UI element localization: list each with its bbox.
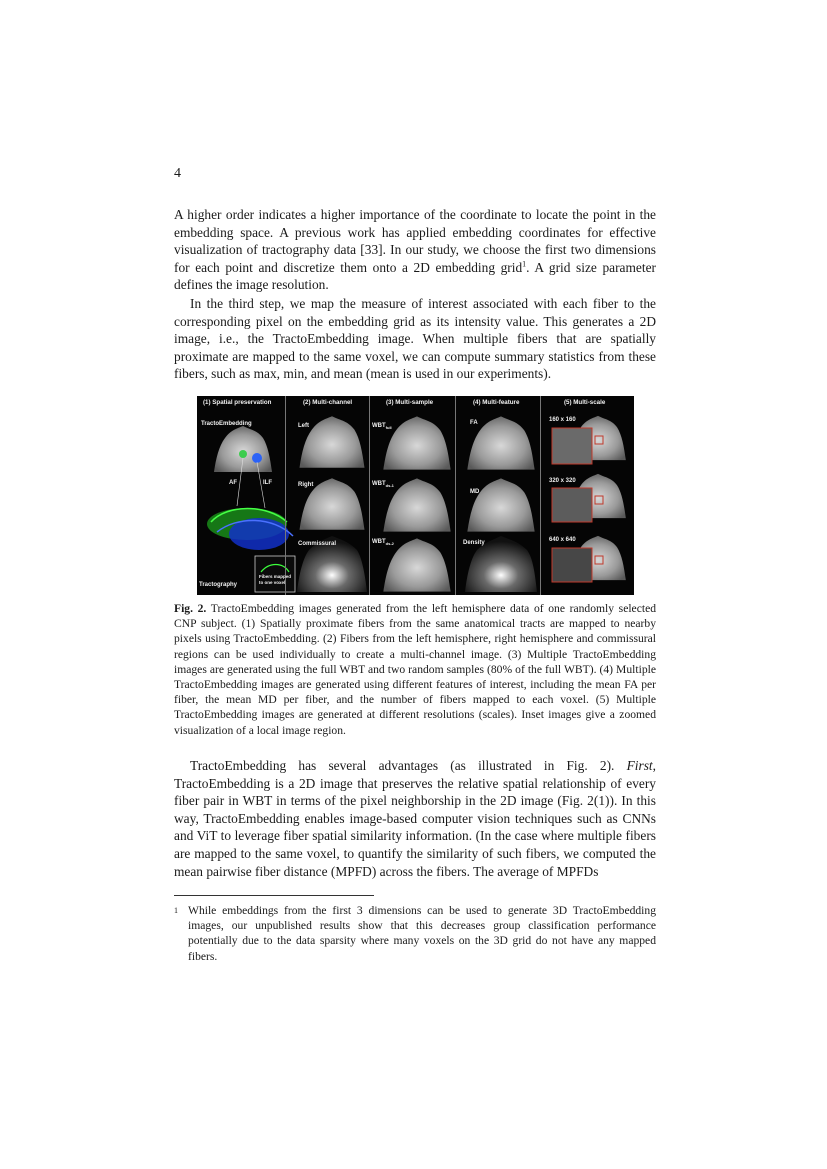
wbt-ds1-sub: ds-1 bbox=[385, 483, 394, 489]
paragraph-3-rest: , TractoEmbedding is a 2D image that preserves the relative spatial relationship of every fiber pair in WBT in terms of the pixel neighborship in the 2D image (Fig. 2(1)). In this way, TractoEmbedding enables image-based computer vision techniques such as CNNs and ViT to leverage fiber spatial similarity information. (In the case where multiple fibers are mapped to the same voxel, to quantify the similarity of such fibers, we computed the mean pairwise fiber distance (MPFD) across the fibers. The average of MPFDs bbox=[174, 758, 656, 879]
footnote bbox=[174, 903, 656, 964]
label-wbt-full bbox=[372, 423, 392, 430]
caption-label: Fig. 2. bbox=[174, 602, 207, 615]
wbt-full-sub: full bbox=[385, 425, 392, 431]
inset-320 bbox=[552, 488, 592, 522]
label-scale-640: 640 x 640 bbox=[549, 537, 576, 543]
label-scale-160: 160 x 160 bbox=[549, 417, 576, 423]
wbt-ds2-base: WBT bbox=[372, 539, 386, 545]
figure-caption bbox=[174, 601, 656, 738]
paragraph-2: In the third step, we map the measure of interest associated with each fiber to the corresponding pixel on the embedding grid as its intensity value. This generates a 2D image, i.e., the TractoEmbedding image. When multiple fibers that are spatially proximate are mapped to the same voxel, we can compute summary statistics from these fibers, such as max, min, and mean (mean is used in our experiments). bbox=[174, 296, 656, 382]
column-divider-1 bbox=[285, 396, 286, 595]
column-divider-2 bbox=[369, 396, 370, 595]
column-divider-4 bbox=[540, 396, 541, 595]
wbt-ds1-base: WBT bbox=[372, 481, 386, 487]
inset-160 bbox=[552, 428, 592, 464]
footnote-ref: 1 bbox=[522, 259, 527, 269]
page-number: 4 bbox=[174, 166, 181, 181]
label-commissural: Commissural bbox=[298, 541, 337, 547]
paragraph-1 bbox=[174, 206, 656, 294]
label-tractography: Tractography bbox=[199, 582, 238, 588]
label-wbt-ds1 bbox=[372, 481, 394, 488]
label-left: Left bbox=[298, 423, 309, 429]
label-fibers-mapped-1: Fibers mapped bbox=[259, 574, 292, 579]
label-tractoembedding: TractoEmbedding bbox=[201, 421, 252, 427]
label-fibers-mapped-2: to one voxel bbox=[259, 580, 286, 585]
paragraph-1-text: A higher order indicates a higher importance of the coordinate to locate the point in the embedding space. A previous work has applied embedding coordinates for effective visualization of tractography data [33]. In our study, we choose the first two dimensions for each point and discretize them onto a 2D embedding grid bbox=[174, 207, 656, 275]
ilf-tract-image bbox=[229, 518, 289, 550]
ilf-cluster-marker bbox=[252, 453, 262, 463]
label-md: MD bbox=[470, 489, 480, 495]
inset-640 bbox=[552, 548, 592, 582]
label-scale-320: 320 x 320 bbox=[549, 478, 576, 484]
footnote-mark: 1 bbox=[174, 906, 178, 915]
figure-2 bbox=[197, 396, 634, 595]
wbt-ds2-sub: ds-2 bbox=[385, 541, 394, 547]
label-wbt-ds2 bbox=[372, 539, 394, 546]
paragraph-3 bbox=[174, 757, 656, 880]
label-density: Density bbox=[463, 540, 485, 546]
col-head-sample: (3) Multi-sample bbox=[386, 399, 434, 406]
paragraph-3-emphasis: First bbox=[626, 758, 653, 773]
column-divider-3 bbox=[455, 396, 456, 595]
caption-text: TractoEmbedding images generated from the left hemisphere data of one randomly selected CNP subject. (1) Spatially proximate fibers from the same anatomical tracts are mapped to nearby pixels using TractoEmbedding. (2) Fibers from the left hemisphere, right hemisphere and commissural regions can be used individually to create a multi-channel image. (3) Multiple TractoEmbedding images are generated using the full WBT and two random samples (80% of the full WBT). (4) Multiple TractoEmbedding images are generated using different features of interest, including the mean FA per fiber, the mean MD per fiber, and the number of fibers mapped to each voxel. (5) Multiple TractoEmbedding images are generated at different resolutions (scales). Inset images give a zoomed visualization of a local image region. bbox=[174, 602, 657, 737]
wbt-full-base: WBT bbox=[372, 423, 386, 429]
figure-2-graphics bbox=[197, 396, 634, 595]
paragraph-1-end: . A grid size parameter defines the image resolution. bbox=[174, 259, 656, 293]
col-head-spatial: (1) Spatial preservation bbox=[203, 399, 272, 406]
col-head-feature: (4) Multi-feature bbox=[473, 399, 520, 406]
paragraph-3-start: TractoEmbedding has several advantages (as illustrated in Fig. 2). bbox=[190, 758, 627, 773]
footnote-rule bbox=[174, 895, 374, 896]
col-head-channel: (2) Multi-channel bbox=[303, 399, 353, 406]
label-af: AF bbox=[229, 480, 237, 486]
label-right: Right bbox=[298, 482, 314, 488]
label-fa: FA bbox=[470, 420, 478, 426]
footnote-text: While embeddings from the first 3 dimensions can be used to generate 3D TractoEmbedding images, our unpublished results show that this decreases group classification performance potentially due to the data sparsity where many voxels on the 3D grid do not have any mapped fibers. bbox=[188, 904, 656, 963]
label-ilf: ILF bbox=[263, 480, 272, 486]
af-cluster-marker bbox=[239, 450, 247, 458]
col-head-scale: (5) Multi-scale bbox=[564, 399, 606, 406]
